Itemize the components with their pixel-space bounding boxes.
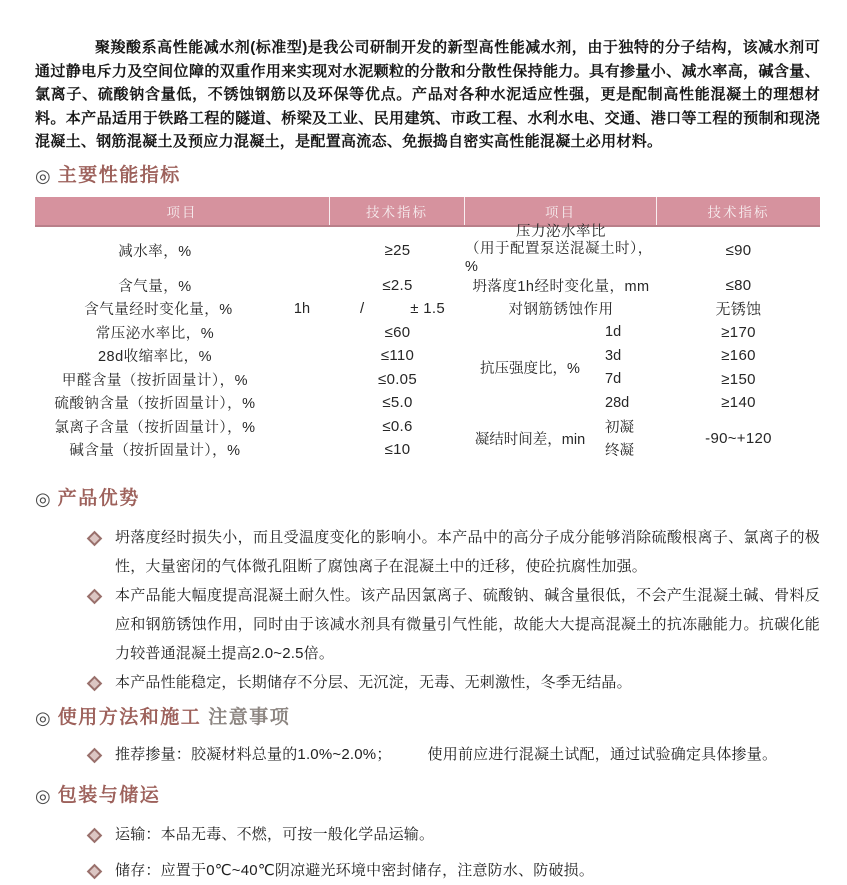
list-item: [35, 523, 820, 581]
cell-formaldehyde-value: ≤0.05: [378, 370, 417, 388]
air-change-value-slash: /: [360, 300, 365, 318]
cell-strength-28d-value: ≥140: [721, 394, 756, 412]
cell-compressive-strength-group: [465, 321, 657, 415]
list-item: [35, 856, 820, 885]
cell-chloride-label: 氯离子含量（按折固量计），%: [54, 419, 256, 436]
diamond-bullet-icon: [87, 530, 103, 546]
list-item: [35, 820, 820, 849]
cell-air-content-label: 含气量，%: [118, 278, 192, 295]
setting-initial-label: 初凝: [605, 419, 634, 436]
section-heading-performance-label: 主要性能指标: [57, 164, 181, 186]
cell-alkali-value: ≤10: [384, 441, 411, 459]
diamond-bullet-icon: [87, 863, 103, 879]
cell-alkali-label: 碱含量（按折固量计），%: [69, 443, 241, 460]
header-cell-item-left: 项目: [35, 197, 330, 225]
section-heading-packaging: [35, 784, 820, 808]
usage-list: [35, 740, 820, 769]
strength-age-3d: 3d: [605, 347, 622, 364]
advantage-text-2: 本产品能大幅度提高混凝土耐久性。该产品因氯离子、硫酸钠、碱含量很低，不会产生混凝土碱、骨料反应和钢筋锈蚀作用，同时由于该减水剂具有微量引气性能，故能大大提高混凝土的抗冻融能力。抗碳化能力较普通混凝土提高2.0~2.5倍。: [115, 586, 820, 662]
strength-age-1d: 1d: [605, 324, 622, 341]
cell-sodium-sulfate-label: 硫酸钠含量（按折固量计），%: [54, 396, 256, 413]
cell-bleeding-ratio-label: 常压泌水率比，%: [95, 325, 215, 342]
cell-formaldehyde-label: 甲醛含量（按折固量计），%: [61, 372, 249, 389]
section-heading-usage-label-part2: 注意事项: [208, 706, 291, 728]
section-marker-icon: ◎: [35, 785, 51, 806]
diamond-bullet-icon: [87, 827, 103, 843]
section-heading-usage: [35, 706, 820, 730]
transport-text: 运输：本品无毒、不燃，可按一般化学品运输。: [115, 825, 435, 843]
cell-pressure-bleeding-label: [465, 223, 657, 275]
advantages-list: [35, 523, 820, 697]
list-item: [35, 668, 820, 697]
section-marker-icon: ◎: [35, 165, 51, 186]
setting-final-label: 终凝: [605, 443, 634, 460]
list-item: [35, 740, 820, 769]
performance-table: [35, 197, 820, 462]
cell-water-reduction-label: 减水率，%: [118, 243, 192, 260]
pressure-bleeding-line1: 压力泌水率比: [516, 223, 606, 240]
usage-trial-note: 使用前应进行混凝土试配，通过试验确定具体掺量。: [427, 745, 778, 763]
section-heading-advantages: [35, 487, 820, 511]
header-cell-spec-left: 技术指标: [330, 197, 465, 225]
compressive-strength-ages: [595, 321, 657, 415]
performance-table-body: [35, 223, 820, 462]
advantage-text-3: 本产品性能稳定，长期储存不分层、无沉淀，无毒、无刺激性，冬季无结晶。: [115, 673, 632, 691]
cell-slump-change-value: ≤80: [725, 276, 752, 294]
cell-rebar-corrosion-value: 无锈蚀: [715, 301, 762, 319]
storage-text: 储存：应置于0℃~40℃阴凉避光环境中密封储存，注意防水、防破损。: [115, 861, 595, 879]
section-heading-performance: [35, 164, 820, 188]
intro-paragraph: 聚羧酸系高性能减水剂(标准型)是我公司研制开发的新型高性能减水剂，由于独特的分子结构，该减水剂可通过静电斥力及空间位障的双重作用来实现对水泥颗粒的分散和分散性保持能力。具有掺量小、减水率高，碱含量、氯离子、硫酸钠含量低，不锈蚀钢筋以及环保等优点。产品对各种水泥适应性强，更是配制高性能混凝土的理想材料。本产品适用于铁路工程的隧道、桥梁及工业、民用建筑、市政工程、水利水电、交通、港口等工程的预制和现浇混凝土、钢筋混凝土及预应力混凝土，是配置高流态、免振捣自密实高性能混凝土必用材料。: [35, 39, 820, 150]
strength-age-7d: 7d: [605, 371, 622, 388]
cell-shrinkage-value: ≤110: [380, 347, 415, 365]
cell-air-content-value: ≤2.5: [382, 276, 413, 294]
cell-bleeding-ratio-value: ≤60: [384, 323, 411, 341]
cell-air-change-label: [35, 297, 330, 321]
cell-shrinkage-label: 28d收缩率比，%: [97, 349, 213, 366]
cell-sodium-sulfate-value: ≤5.0: [382, 394, 413, 412]
pressure-bleeding-line2: （用于配置泵送混凝土时），%: [465, 241, 653, 275]
cell-strength-7d-value: ≥150: [721, 370, 756, 388]
cell-chloride-value: ≤0.6: [382, 417, 413, 435]
air-change-label-text: 含气量经时变化量，%: [84, 302, 233, 319]
cell-air-change-value: [330, 297, 465, 321]
cell-setting-time-group: [465, 415, 657, 462]
cell-water-reduction-value: ≥25: [384, 241, 411, 259]
compressive-strength-label: 抗压强度比，%: [480, 361, 580, 377]
section-marker-icon: ◎: [35, 488, 51, 509]
air-change-time-label: 1h: [293, 300, 311, 317]
setting-time-subs: [595, 415, 657, 462]
section-marker-icon: ◎: [35, 707, 51, 728]
advantage-text-1: 坍落度经时损失小，而且受温度变化的影响小。本产品中的高分子成分能够消除硫酸根离子、氯离子的极性，大量密闭的气体微孔阻断了腐蚀离子在混凝土中的迁移，使砼抗腐性加强。: [115, 528, 820, 575]
list-item: [35, 581, 820, 668]
diamond-bullet-icon: [87, 675, 103, 691]
setting-time-label: 凝结时间差，min: [474, 431, 586, 448]
cell-strength-3d-value: ≥160: [721, 347, 756, 365]
section-heading-packaging-label: 包装与储运: [57, 784, 161, 806]
strength-age-28d: 28d: [605, 394, 630, 411]
cell-slump-change-label: 坍落度1h经时变化量，mm: [472, 278, 650, 295]
section-heading-usage-label-part1: 使用方法和施工: [57, 706, 202, 728]
section-heading-advantages-label: 产品优势: [57, 487, 140, 509]
diamond-bullet-icon: [87, 588, 103, 604]
air-change-value-number: ± 1.5: [410, 300, 445, 318]
cell-setting-time-value: -90~+120: [705, 429, 772, 447]
cell-rebar-corrosion-label: 对钢筋锈蚀作用: [508, 302, 614, 319]
header-cell-spec-right: 技术指标: [707, 204, 770, 220]
cell-strength-1d-value: ≥170: [721, 323, 756, 341]
performance-table-header: [35, 197, 820, 227]
header-cell-item-right: 项目: [465, 197, 657, 225]
usage-text: [115, 740, 820, 769]
cell-pressure-bleeding-value: ≤90: [725, 241, 752, 259]
diamond-bullet-icon: [87, 747, 103, 763]
usage-dosage: 推荐掺量：胶凝材料总量的1.0%~2.0%；: [115, 745, 392, 763]
